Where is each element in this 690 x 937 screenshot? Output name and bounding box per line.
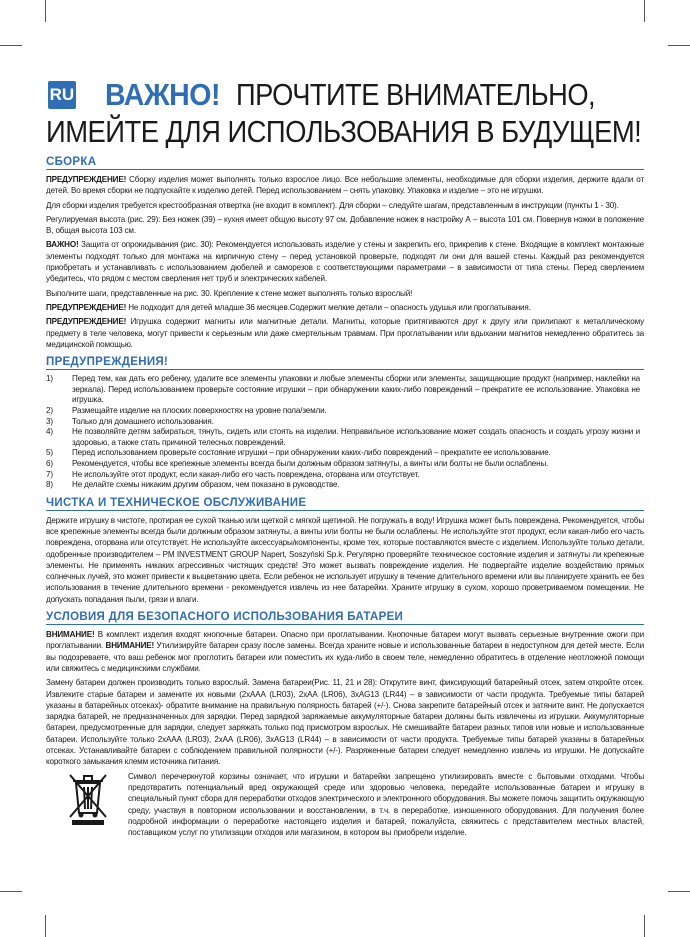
battery-replacement-paragraph: Замену батареи должен производить только взрослый. Замена батареи(Рис. 11, 21 и 28): Открутите винт, фиксирующий батарейный отсек, затем откройте отсек. Извлеките старые батареи и замените их новыми (2хААА (LR03), 2хАА (LR06), 3хAG13 (LR44) – в зависимости от части продукта. Требуемые типы батарей указаны в батарейных отсеках)- обратите внимание на правильную полярность батарей (+/-). Снова закрепите батарейный отсек и затяните винт. Не допускается зарядка батарей, не предназначенных для зарядки. Перед зарядкой заряжаемые аккумуляторные батареи должны быть извлечены из игрушки. Аккумуляторные батареи, предусмотренные для зарядки, следует заряжать только под присмотром взрослых. Не смешивайте батареи разных типов или новые и использованные батареи. Используйте только 2хААА (LR03), 2хАА (LR06), 3хAG13 (LR44) – в зависимости от части продукта. Требуемые типы батарей указаны в батарейных отсеках. Устанавливайте батареи с соблюдением правильной полярности (+/-). Разряженные батареи следует немедленно извлечь из игрушки. Не допускайте короткого замыкания клемм источника питания. (46, 678, 644, 767)
crop-mark (668, 891, 690, 892)
list-item: 5) Перед использованием проверьте состояние игрушки – при обнаружении каких-либо повреждений – прекратите ее использование. (46, 448, 551, 458)
list-item: 2) Размещайте изделие на плоских поверхностях на уровне пола/земли. (46, 405, 327, 415)
list-item: 1) Перед тем, как дать его ребенку, удалите все элементы упаковки и любые элементы сборки или элементы, защищающие продукт (например, наклейки на зеркала). Перед использованием проверьте состояние игрушки – при обнаружении каких-либо повреждений – прекратите ее использование. Упаковка не игрушка. (46, 374, 640, 405)
crop-mark (644, 915, 645, 937)
instruction-page (46, 76, 644, 841)
assembly-antitip-paragraph: ВАЖНО! Защита от опрокидывания (рис. 30): Рекомендуется использовать изделие у стены и закрепить его, прикрепив к стене. Входящие в комплект монтажные элементы подходят только для монтажа на кирпичную стену – перед установкой проверьте, подходят ли они для вашей стены. Каждый раз рекомендуется приобретать и устанавливать с использованием дюбелей и саморезов с соответствующими параметрами – в зависимости от типа стены. Перед сверлением убедитесь, что рядом с местом сверления нет труб и электрических кабелей. (46, 240, 644, 284)
list-item: 8) Не делайте схемы никаким другим образом, чем показано в руководстве. (46, 480, 340, 490)
language-badge: RU (48, 81, 76, 109)
page-title-line1: ПРОЧТИТЕ ВНИМАТЕЛЬНО, (235, 77, 596, 112)
section-title-cleaning: ЧИСТКА И ТЕХНИЧЕСКОЕ ОБСЛУЖИВАНИЕ (46, 497, 644, 511)
crop-mark (45, 915, 46, 937)
cleaning-paragraph: Держите игрушку в чистоте, протирая ее сухой тканью или щеткой с мягкой щетиной. Не погружать в воду! Игрушка может быть повреждена. Рекомендуется, чтобы все крепежные элементы всегда были должным образом затянуты, а винты или болты не были ослаблены. Не используйте этот продукт, если какая-либо его часть повреждена, оторвана или отсутствует. Не используйте аксессуары/компоненты, кроме тех, которые поставляются вместе с изделием. Используйте только детали, одобренные производителем – PM INVESTMENT GROUP Napert, Soszyński Sp.k. Регулярно проверяйте техническое состояние изделия и затянуты ли крепежные элементы. Не применять никаких агрессивных чистящих средств! Это может вызвать повреждение изделия. Не подвергайте изделие воздействию прямых солнечных лучей, это может привести к выцветанию цвета. Если ребенок не использует игрушку в течение длительного времени или вы планируете хранить ее без использования в течение длительного времени - рекомендуется извлечь из нее батарейки. Храните игрушку в сухом, хорошо проветриваемом помещении. Не допускать попадания пыли, грязи и влаги. (46, 515, 644, 604)
page-title-line2: ИМЕЙТЕ ДЛЯ ИСПОЛЬЗОВАНИЯ В БУДУЩЕМ! (46, 114, 642, 149)
crop-mark (0, 891, 22, 892)
crop-mark (644, 0, 645, 22)
crop-mark (45, 0, 46, 22)
list-item: 7) Не используйте этот продукт, если какая-либо его часть повреждена, оторвана или отсутствует. (46, 469, 420, 479)
section-title-assembly: СБОРКА (46, 156, 644, 170)
section-title-battery: УСЛОВИЯ ДЛЯ БЕЗОПАСНОГО ИСПОЛЬЗОВАНИЯ БАТАРЕИ (46, 611, 644, 625)
recycling-block (46, 771, 644, 842)
assembly-age-warning: ПРЕДУПРЕЖДЕНИЕ! Не подходит для детей младше 36 месяцев.Содержит мелкие детали – опасность удушья или проглатывания. (46, 302, 531, 312)
battery-warning-paragraph: ВНИМАНИЕ! В комплект изделия входят кнопочные батареи. Опасно при проглатывании. Кнопочные батареи могут вызвать серьезные внутренние ожоги при проглатывании. ВНИМАНИЕ! Утилизируйте батареи сразу после замены. Всегда храните новые и использованные батареи в недоступном для детей месте. Если вы подозреваете, что ваш ребенок мог проглотить батареи или поместить их куда-либо в своем теле, немедленно обратитесь в отделение неотложной помощи или свяжитесь с медицинскими службами. (46, 630, 644, 673)
assembly-warning-paragraph: ПРЕДУПРЕЖДЕНИЕ! Сборку изделия может выполнять только взрослое лицо. Все небольшие элементы, необходимые для сборки изделия, держите вдали от детей. Во время сборки не подпускайте к изделию детей. Перед использованием – снять упаковку. Упаковка и изделие – это не игрушки. (46, 175, 644, 196)
crop-mark (668, 45, 690, 46)
list-item: 3) Только для домашнего использования. (46, 416, 214, 426)
assembly-magnet-warning: ПРЕДУПРЕЖДЕНИЕ! Игрушка содержит магниты или магнитные детали. Магниты, которые притягиваются друг к другу или прилипают к металлическому предмету в теле человека, могут привести к серьезным или даже смертельным травмам. При проглатывании или вдыхании магнитов немедленно обратитесь за медицинской помощью. (46, 317, 644, 349)
important-heading: ВАЖНО! (104, 77, 220, 112)
crossed-out-bin-icon (66, 771, 118, 832)
list-item: 4) Не позволяйте детям забираться, тянуть, сидеть или стоять на изделии. Неправильное использование может создать опасность и создать угрозу жизни и здоровью, а также стать причиной телесных повреждений. (46, 427, 640, 447)
section-title-warnings: ПРЕДУПРЕЖДЕНИЯ! (46, 356, 644, 370)
list-item: 6) Рекомендуется, чтобы все крепежные элементы всегда были должным образом затянуты, а винты или болты не были ослаблены. (46, 458, 549, 468)
assembly-tools-paragraph: Для сборки изделия требуется крестообразная отвертка (не входит в комплект). Для сборки – следуйте шагам, представленным в инструкции (пункты 1 - 30). (46, 200, 619, 210)
crop-mark (0, 45, 22, 46)
recycling-paragraph: Символ перечеркнутой корзины означает, что игрушки и батарейки запрещено утилизировать вместе с бытовыми отходами. Чтобы предотвратить потенциальный вред окружающей среде или здоровью человека, передайте использованные батареи и игрушку в специальный пункт сбора для переработки отходов электрического и электронного оборудования. Вы можете помочь защитить окружающую среду, участвуя в повторном использовании и восстановлении, в т.ч. в переработке, изношенного оборудования. Для получения более подробной информации о переработке настоящего изделия и батарей, пожалуйста, свяжитесь с представителем местных властей, поставщиком услуг по утилизации отходов или магазином, в котором вы приобрели изделие. (128, 771, 644, 838)
page-header (46, 76, 644, 114)
assembly-steps-paragraph: Выполните шаги, представленные на рис. 30. Крепление к стене может выполнять только взрослый! (46, 288, 413, 298)
assembly-height-paragraph: Регулируемая высота (рис. 29): Без ножек (39) – кухня имеет общую высоту 97 см. Добавление ножек в настройку А – высота 101 см. Повернув ножки в положение B, общая высота 103 см. (46, 214, 644, 236)
warnings-list (46, 374, 644, 491)
